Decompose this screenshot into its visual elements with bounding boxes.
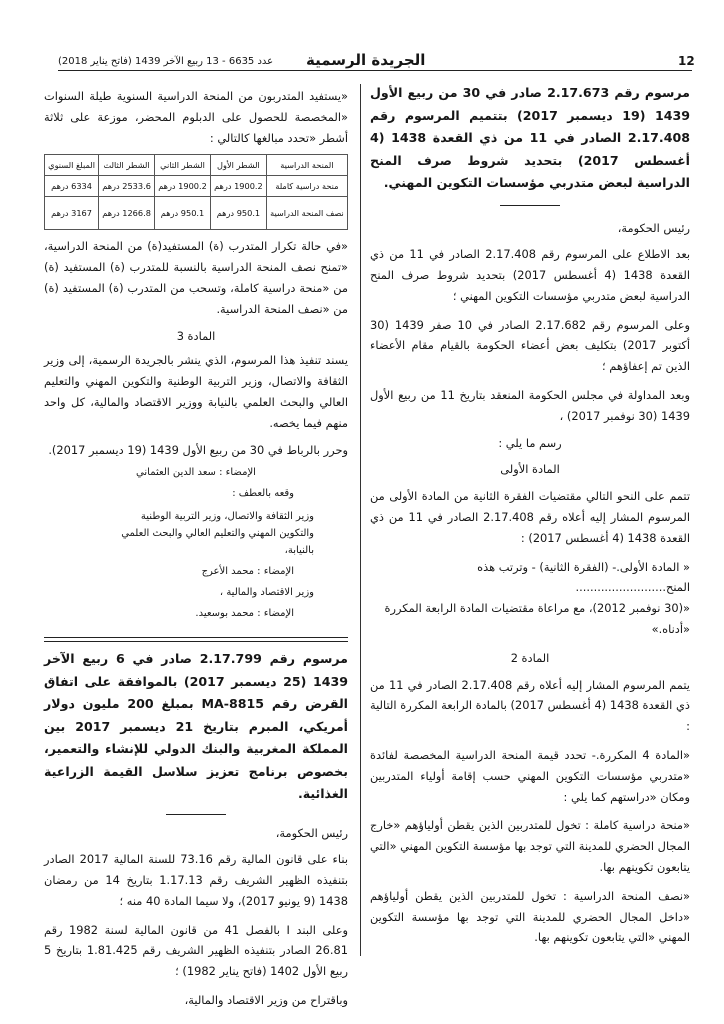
grant-intro: «يستفيد المتدربون من المنحة الدراسية السنوية طيلة السنوات «المخصصة للحصول على الدبلوم المحضر، موزعة على ثلاثة أشطر «تحدد مبالغها كالتالي :	[44, 89, 348, 145]
table-header-cell: الشطر الثالث	[99, 155, 155, 176]
decree2-column	[44, 648, 348, 1011]
grant-table	[44, 154, 348, 230]
preamble-1: بناء على قانون المالية رقم 73.16 للسنة المالية 2017 الصادر بتنفيذه الظهير الشريف رقم 1.17.13 بتاريخ 14 من رمضان 1438 (9 يونيو 2017)، ولا سيما المادة 40 منه ؛	[44, 852, 348, 908]
decrees-as-follows: رسم ما يلي :	[498, 435, 562, 450]
article4bis-paragraph: «المادة 4 المكررة.- تحدد قيمة المنحة الدراسية المخصصة لفائدة «متدربي مؤسسات التكوين المهني حسب إقامة أولياء المتدربين ومكان «دراستهم كما يلي :	[370, 748, 691, 804]
separator	[500, 205, 560, 206]
header-rule	[58, 70, 692, 71]
table-row	[45, 176, 348, 197]
article1-text: تتمم على النحو التالي مقتضيات الفقرة الثانية من المادة الأولى من المرسوم المشار إليه أعلاه رقم 2.17.408 الصادر في 11 من ذي القعدة 1438 (4 أغسطس 2017) :	[370, 489, 691, 545]
article3-heading: المادة 3	[176, 328, 216, 343]
article4bis-paragraph: «منحة دراسية كاملة : تخول للمتدربين الذين يقطن أولياؤهم «خارج المجال الحضري للمدينة التي توجد بها مؤسسة التكوين المهني «التي يتابعون تكوينهم بها.	[370, 818, 690, 875]
article1-quote: « المادة الأولى.- (الفقرة الثانية) - وترتب هذه المنح.........................	[477, 559, 690, 595]
preamble-1: بعد الاطلاع على المرسوم رقم 2.17.408 الصادر في 11 من ذي القعدة 1438 (4 أغسطس 2017) بتحديد شروط صرف المنح الدراسية لبعض متدربي مؤسسات التكوين المهني ؛	[370, 247, 690, 303]
issue-info: عدد 6635 - 13 ربيع الآخر 1439 (فاتح يناير 2018)	[58, 56, 274, 67]
article1-quote: «(30 نوفمبر 2012)، مع مراعاة مقتضيات المادة الرابعة المكررة	[384, 601, 690, 616]
table-cell: 1900.2 درهم	[210, 176, 266, 197]
table-header-cell: المبلغ السنوي	[45, 155, 99, 176]
separator	[166, 814, 226, 815]
preamble-3: وبعد المداولة في مجلس الحكومة المنعقد بتاريخ 11 من ربيع الأول 1439 (30 نوفمبر 2017) ،	[370, 388, 690, 423]
minister2-signature: الإمضاء : محمد بوسعيد.	[195, 608, 294, 620]
journal-title: الجريدة الرسمية	[306, 51, 426, 69]
minister2-title: وزير الاقتصاد والمالية ،	[219, 587, 314, 599]
table-cell: 1900.2 درهم	[155, 176, 211, 197]
article3-text: يسند تنفيذ هذا المرسوم، الذي ينشر بالجريدة الرسمية، إلى وزير الثقافة والاتصال، وزير التربية الوطنية والتكوين المهني والتعليم العالي والبحث العلمي بالنيابة ووزير الاقتصاد والمالية، كل واحد منهم فيما يخصه.	[44, 353, 348, 430]
minister1-title: وزير الثقافة والاتصال، وزير التربية الوطنية والتكوين المهني والتعليم العالي والبحث العلمي بالنيابة،	[121, 511, 314, 557]
table-cell: منحة دراسية كاملة	[266, 176, 347, 197]
table-header-cell: الشطر الأول	[210, 155, 266, 176]
article1-quote: «أدناه.»	[651, 622, 690, 637]
article2-heading: المادة 2	[510, 650, 550, 665]
article4bis-paragraph: «نصف المنحة الدراسية : تخول للمتدربين الذين يقطن أولياؤهم «داخل المجال الحضري للمدينة التي توجد بها مؤسسة التكوين المهني «التي يتابعون تكوينهم بها.	[370, 888, 690, 945]
preamble-2: وعلى البند I بالفصل 41 من قانون المالية لسنة 1982 رقم 26.81 الصادر بتنفيذه الظهير الشريف رقم 1.81.425 بتاريخ 5 ربيع الأول 1402 (فاتح يناير 1982) ؛	[44, 922, 348, 979]
table-header-cell: الشطر الثاني	[155, 155, 211, 176]
decree-separator	[44, 637, 348, 638]
table-cell: 6334 درهم	[45, 176, 99, 197]
head-of-government: رئيس الحكومة،	[275, 825, 348, 840]
table-cell: 2533.6 درهم	[99, 176, 155, 197]
preamble-3: وباقتراح من وزير الاقتصاد والمالية،	[184, 993, 348, 1008]
article1-heading: المادة الأولى	[500, 462, 560, 477]
table-cell: 1266.8 درهم	[99, 197, 155, 230]
minister1-signature: الإمضاء : محمد الأعرج	[201, 566, 294, 578]
table-row	[45, 197, 348, 230]
repeat-rule: «في حالة تكرار المتدرب (ة) المستفيد(ة) من المنحة الدراسية، «تمنح نصف المنحة الدراسية بالنسبة للمتدرب (ة) المستفيد (ة) من «منحة دراسية كاملة، وتسحب من المتدرب (ة) المستفيد (ة) من «نصف المنحة الدراسية.	[44, 239, 348, 316]
countersigned-label: وقعه بالعطف :	[232, 488, 294, 500]
table-cell: 950.1 درهم	[210, 197, 266, 230]
signature-head-of-government: الإمضاء : سعد الدين العثماني	[136, 467, 256, 479]
grant-table-header	[45, 155, 348, 176]
page-number: 12	[678, 54, 695, 68]
decree1-right-column	[370, 82, 690, 948]
article2-text: يتمم المرسوم المشار إليه أعلاه رقم 2.17.408 الصادر في 11 من ذي القعدة 1438 (4 أغسطس 2017) بالمادة الرابعة المكررة التالية :	[370, 677, 690, 734]
column-divider	[360, 84, 361, 956]
preamble-2: وعلى المرسوم رقم 2.17.682 الصادر في 10 صفر 1439 (30 أكتوبر 2017) بتكليف بعض أعضاء الحكومة بالقيام مقام الأعضاء الذين تم إعفاؤهم ؛	[370, 317, 691, 374]
decree1-left-column	[44, 86, 348, 622]
table-header-cell: المنحة الدراسية	[266, 155, 347, 176]
table-cell: 3167 درهم	[45, 197, 99, 230]
table-cell: 950.1 درهم	[155, 197, 211, 230]
head-of-government: رئيس الحكومة،	[617, 220, 690, 235]
done-at: وحرر بالرباط في 30 من ربيع الأول 1439 (19 ديسمبر 2017).	[48, 442, 348, 457]
decree2-title: مرسوم رقم 2.17.799 صادر في 6 ربيع الآخر 1439 (25 ديسمبر 2017) بالموافقة على اتفاق القرض رقم 8815-MA بمبلغ 200 مليون دولار أمريكي، المبرم بتاريخ 21 ديسمبر 2017 بين المملكة المغربية والبنك الدولي للإنشاء والتعمير، بخصوص برنامج تعزيز سلاسل القيمة الزراعية الغذائية.	[44, 651, 348, 801]
decree-separator	[44, 641, 348, 642]
table-cell: نصف المنحة الدراسية	[266, 197, 347, 230]
decree1-title: مرسوم رقم 2.17.673 صادر في 30 من ربيع الأول 1439 (19 ديسمبر 2017) بتتميم المرسوم رقم 2.17.408 الصادر في 11 من ذي القعدة 1438 (4 أغسطس 2017) بتحديد شروط صرف المنح الدراسية لبعض متدربي مؤسسات التكوين المهني.	[370, 85, 691, 190]
